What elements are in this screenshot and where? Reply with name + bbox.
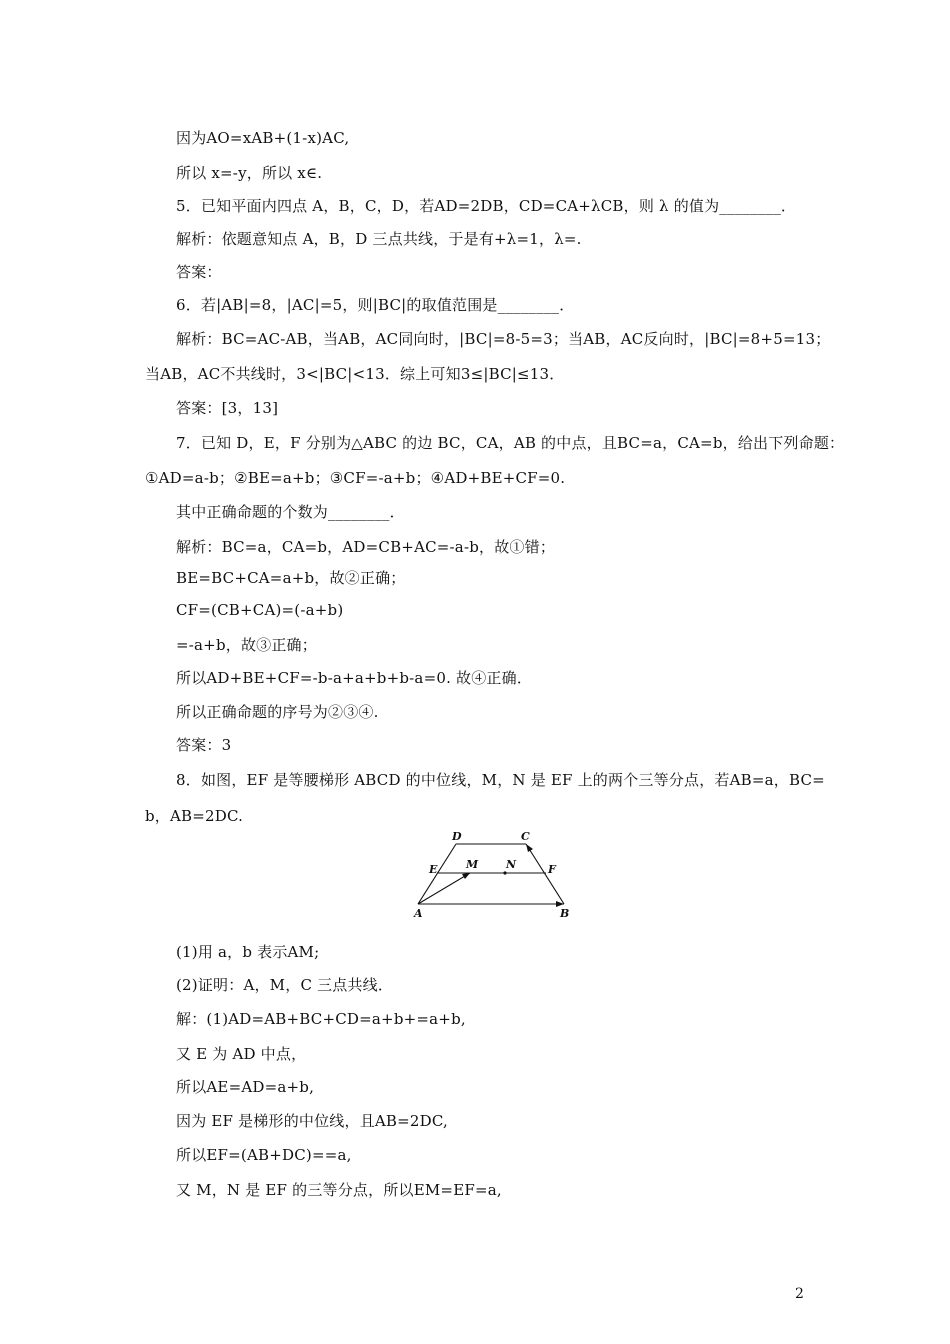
text-line: 所以 x=-y，所以 x∈.: [176, 164, 323, 182]
text-line: (2)证明：A，M，C 三点共线．: [176, 976, 394, 994]
side-cb: [526, 844, 564, 904]
text-line: 所以正确命题的序号为②③④.: [176, 703, 379, 721]
text-line: 6．若|AB|=8，|AC|=5，则|BC|的取值范围是________．: [176, 296, 575, 314]
text-line: 因为 EF 是梯形的中位线，且AB=2DC,: [176, 1112, 448, 1130]
trapezoid-figure: [400, 826, 590, 922]
text-line: 5．已知平面内四点 A，B，C，D，若AD=2DB，CD=CA+λCB，则 λ 的值为________．: [176, 197, 797, 215]
text-line: 当AB，AC不共线时，3<|BC|<13．综上可知3≤|BC|≤13．: [145, 365, 565, 383]
label-a: A: [414, 907, 423, 920]
text-line: 又 E 为 AD 中点，: [176, 1045, 307, 1063]
text-line: 8．如图，EF 是等腰梯形 ABCD 的中位线，M，N 是 EF 上的两个三等分点，若AB=a，BC=: [176, 771, 825, 789]
text-line: 7．已知 D，E，F 分别为△ABC 的边 BC，CA，AB 的中点，且BC=a，CA=b，给出下列命题：: [176, 434, 845, 452]
label-f: F: [548, 863, 556, 876]
text-line: ①AD=a-b；②BE=a+b；③CF=-a+b；④AD+BE+CF=0.: [145, 469, 566, 487]
text-line: 因为AO=xAB+(1-x)AC,: [176, 129, 350, 147]
point-n: [503, 871, 506, 874]
label-d: D: [452, 830, 462, 843]
label-e: E: [429, 863, 438, 876]
text-line: 所以AE=AD=a+b,: [176, 1078, 315, 1096]
text-line: (1)用 a，b 表示AM;: [176, 943, 320, 961]
vector-am-arrowhead: [462, 873, 470, 879]
label-m: M: [466, 858, 479, 871]
vector-am: [418, 873, 470, 904]
text-line: 解析：依题意知点 A，B，D 三点共线，于是有+λ=1，λ=.: [176, 230, 582, 248]
text-line: 解析：BC=a，CA=b，AD=CB+AC=-a-b，故①错；: [176, 538, 556, 556]
text-line: BE=BC+CA=a+b，故②正确；: [176, 569, 406, 587]
text-line: 答案：[3，13]: [176, 399, 279, 417]
text-line: 所以AD+BE+CF=-b-a+a+b+b-a=0. 故④正确．: [176, 669, 533, 687]
label-c: C: [521, 830, 530, 843]
text-line: 其中正确命题的个数为________．: [176, 503, 405, 521]
label-b: B: [560, 907, 570, 920]
text-line: 所以EF=(AB+DC)==a,: [176, 1146, 352, 1164]
text-line: b，AB=2DC.: [145, 807, 244, 825]
page-number: 2: [795, 1286, 804, 1302]
text-line: 解：(1)AD=AB+BC+CD=a+b+=a+b,: [176, 1010, 466, 1028]
text-line: CF=(CB+CA)=(-a+b): [176, 601, 344, 619]
label-n: N: [506, 858, 517, 871]
text-line: 答案：: [176, 263, 222, 281]
text-line: 又 M，N 是 EF 的三等分点，所以EM=EF=a,: [176, 1181, 502, 1199]
text-line: 解析：BC=AC-AB，当AB，AC同向时，|BC|=8-5=3；当AB，AC反向时，|BC|=8+5=13；: [176, 330, 831, 348]
text-line: 答案：3: [176, 736, 232, 754]
text-line: =-a+b，故③正确；: [176, 636, 317, 654]
vector-bc-arrowhead: [526, 844, 533, 852]
